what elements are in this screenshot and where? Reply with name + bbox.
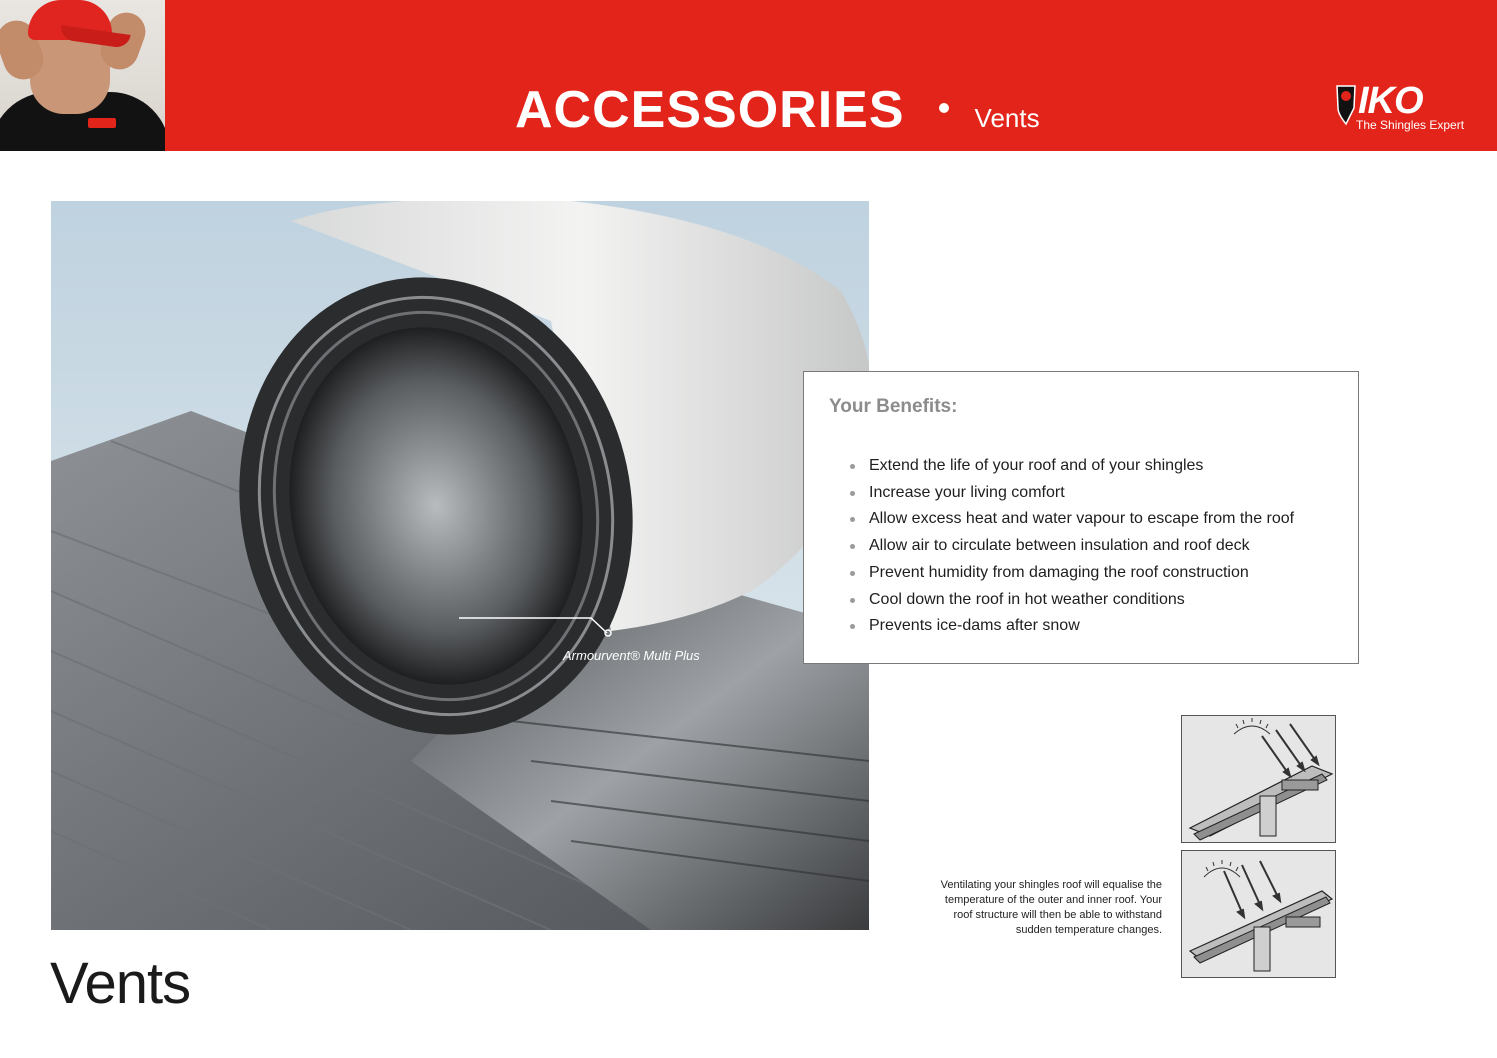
diagram-caption: Ventilating your shingles roof will equalise the temperature of the outer and inner roof. Your roof structure will then be able to withstand sudden temperature changes.: [940, 879, 1162, 936]
benefit-text: Allow excess heat and water vapour to escape from the roof: [869, 510, 1295, 528]
logo-wordmark: IKO: [1358, 80, 1423, 122]
iko-logo: [1334, 80, 1465, 136]
benefits-box: [803, 371, 1359, 664]
bullet-icon: [850, 517, 855, 522]
bullet-icon: [850, 544, 855, 549]
list-item: [848, 480, 1294, 507]
page-title: Vents: [50, 951, 191, 1016]
benefits-list: [848, 453, 1294, 640]
ventilation-diagram-bottom: [1181, 850, 1336, 978]
bullet-icon: [850, 491, 855, 496]
benefit-text: Allow air to circulate between insulation and roof deck: [869, 537, 1250, 555]
bullet-icon: [850, 571, 855, 576]
list-item: [848, 560, 1294, 587]
list-item: [848, 533, 1294, 560]
logo-tagline: The Shingles Expert: [1356, 118, 1465, 132]
title-separator-dot: [939, 103, 949, 113]
list-item: [848, 613, 1294, 640]
shirt-logo-patch: [88, 118, 116, 128]
list-item: [848, 453, 1294, 480]
benefit-text: Prevents ice-dams after snow: [869, 617, 1080, 635]
header-band: [0, 0, 1497, 151]
list-item: [848, 506, 1294, 533]
bullet-icon: [850, 624, 855, 629]
bullet-icon: [850, 464, 855, 469]
list-item: [848, 587, 1294, 614]
benefit-text: Cool down the roof in hot weather conditions: [869, 590, 1185, 608]
roof-section-diagram: [1182, 851, 1336, 978]
bullet-icon: [850, 598, 855, 603]
header-subtitle: Vents: [974, 103, 1040, 133]
armourvent-roll-illustration: [51, 201, 869, 930]
spokesperson-photo: [0, 0, 165, 151]
header-title-group: [515, 80, 1040, 144]
product-photo: [51, 201, 869, 930]
iko-shield-icon: [1334, 84, 1358, 128]
benefit-text: Prevent humidity from damaging the roof construction: [869, 563, 1249, 581]
ventilation-diagram-top: [1181, 715, 1336, 843]
header-title: ACCESSORIES: [515, 81, 905, 139]
benefits-heading: Your Benefits:: [829, 396, 958, 417]
benefit-text: Increase your living comfort: [869, 483, 1065, 501]
roof-section-diagram: [1182, 716, 1336, 843]
benefit-text: Extend the life of your roof and of your shingles: [869, 457, 1204, 474]
product-callout-label: Armourvent® Multi Plus: [563, 648, 700, 663]
